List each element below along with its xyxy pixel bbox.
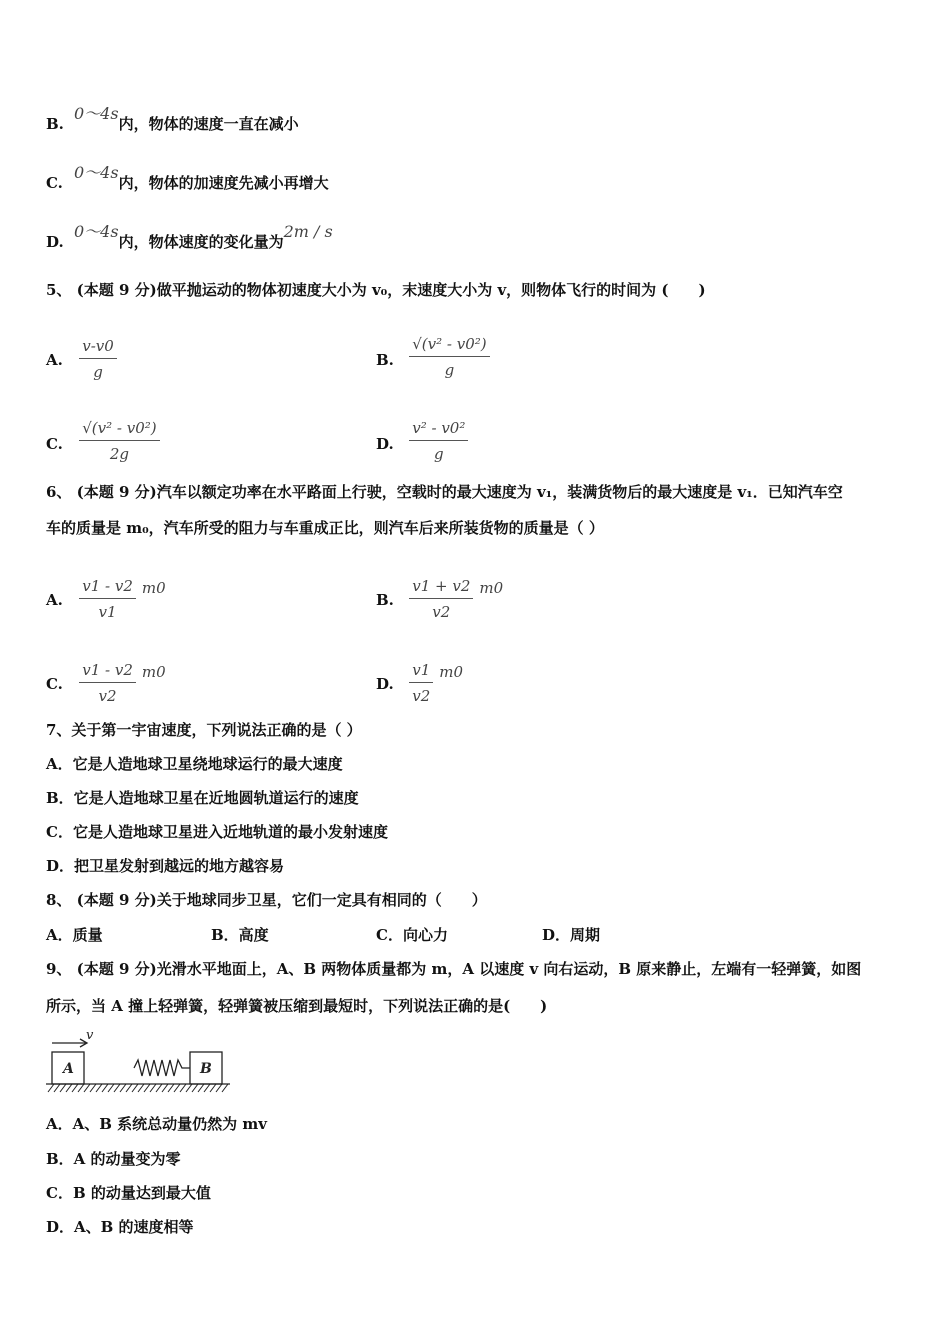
q4-option-c: C.0～4s内，物体的加速度先减小再增大: [46, 163, 329, 192]
q6-option-d: D. $\frac{v1}{v2}$ m0: [376, 661, 464, 705]
numerator: v1 - v2: [79, 660, 136, 683]
time-range: 0～4s: [74, 163, 119, 182]
q4-option-b: B.0～4s内，物体的速度一直在减小: [46, 104, 299, 133]
velocity-label: v: [86, 1028, 94, 1043]
fraction: [79, 576, 136, 622]
denominator: 2g: [109, 445, 129, 463]
denominator: g: [93, 363, 103, 381]
block-a-label: A: [63, 1061, 74, 1077]
q6-option-c: C. $\frac{v1 - v2}{v2}$ m0: [46, 661, 166, 705]
fraction: [409, 334, 489, 380]
denominator: g: [433, 445, 444, 463]
numerator: √(v² - v0²): [409, 334, 489, 357]
velocity-change-value: 2m / s: [283, 222, 333, 241]
q8-option-a: A．质量: [46, 926, 103, 944]
fraction: [409, 576, 473, 622]
q7-option-c: C．它是人造地球卫星进入近地轨道的最小发射速度: [46, 823, 388, 841]
numerator: v² - v0²: [409, 418, 468, 441]
q6-stem-line2: 车的质量是 m₀，汽车所受的阻力与车重成正比，则汽车后来所装货物的质量是（ ）: [46, 519, 604, 537]
q9-stem-line1: 9、 (本题 9 分)光滑水平地面上，A、B 两物体质量都为 m，A 以速度 v 向右运动，B 原来静止，左端有一轻弹簧，如图: [46, 960, 862, 978]
ground-hatching: [48, 1084, 228, 1092]
q6-option-b: B. $\frac{v1 + v2}{v2}$ m0: [376, 577, 504, 621]
numerator: v1 - v2: [79, 576, 136, 599]
q7-option-a: A．它是人造地球卫星绕地球运行的最大速度: [46, 755, 343, 773]
mass-factor: m0: [439, 663, 464, 681]
denominator: v1: [98, 603, 117, 621]
denominator: g: [444, 361, 455, 379]
q9-stem-line2: 所示，当 A 撞上轻弹簧，轻弹簧被压缩到最短时，下列说法正确的是( ): [46, 997, 548, 1015]
time-range: 0～4s: [74, 222, 119, 241]
q7-option-b: B．它是人造地球卫星在近地圆轨道运行的速度: [46, 789, 359, 807]
q5-option-a: A. $\frac{v-v0}{g}$: [46, 338, 117, 384]
spring-icon: [134, 1060, 190, 1076]
denominator: v2: [412, 687, 431, 705]
q7-stem: 7、关于第一宇宙速度，下列说法正确的是（ ）: [46, 721, 362, 739]
denominator: v2: [98, 687, 117, 705]
fraction: [79, 336, 117, 382]
q9-option-c: C．B 的动量达到最大值: [46, 1184, 211, 1202]
q8-option-d: D．周期: [542, 926, 601, 944]
denominator: v2: [432, 603, 451, 621]
numerator: v-v0: [79, 336, 117, 359]
spring-collision-figure: [44, 1026, 234, 1098]
q4-option-d: D.0～4s内，物体速度的变化量为2m / s: [46, 222, 333, 251]
numerator: √(v² - v0²): [79, 418, 159, 441]
block-b-label: B: [200, 1061, 212, 1077]
numerator: v1: [409, 660, 433, 683]
numerator: v1 + v2: [409, 576, 473, 599]
time-range: 0～4s: [74, 104, 119, 123]
q9-option-a: A．A、B 系统总动量仍然为 mv: [46, 1115, 267, 1133]
q9-option-b: B．A 的动量变为零: [46, 1150, 181, 1168]
q8-stem: 8、 (本题 9 分)关于地球同步卫星，它们一定具有相同的（ ）: [46, 891, 487, 909]
mass-factor: m0: [479, 579, 504, 597]
q9-option-d: D．A、B 的速度相等: [46, 1218, 194, 1236]
fraction: [79, 660, 136, 706]
q6-option-a: A. $\frac{v1 - v2}{v1}$ m0: [46, 577, 166, 621]
q8-option-b: B．高度: [211, 926, 269, 944]
q7-option-d: D．把卫星发射到越远的地方越容易: [46, 857, 285, 875]
q5-stem: 5、 (本题 9 分)做平抛运动的物体初速度大小为 v₀，末速度大小为 v，则物体飞行的时间为 ( ): [46, 281, 706, 299]
fraction: [79, 418, 159, 464]
q5-option-b: B. $\frac{\text{√(v² - v0²)}}{g}$: [376, 338, 490, 384]
fraction: [409, 418, 468, 464]
mass-factor: m0: [141, 663, 166, 681]
fraction: [409, 660, 433, 706]
q5-option-d: D. $\frac{\text{v² - v0²}}{g}$: [376, 422, 468, 468]
q8-option-c: C．向心力: [376, 926, 448, 944]
mass-factor: m0: [141, 579, 166, 597]
q5-option-c: C. $\frac{\text{√(v² - v0²)}}{2g}$: [46, 422, 160, 468]
q6-stem-line1: 6、 (本题 9 分)汽车以额定功率在水平路面上行驶，空载时的最大速度为 v₁，装满货物后的最大速度是 v₁．已知汽车空: [46, 483, 843, 501]
